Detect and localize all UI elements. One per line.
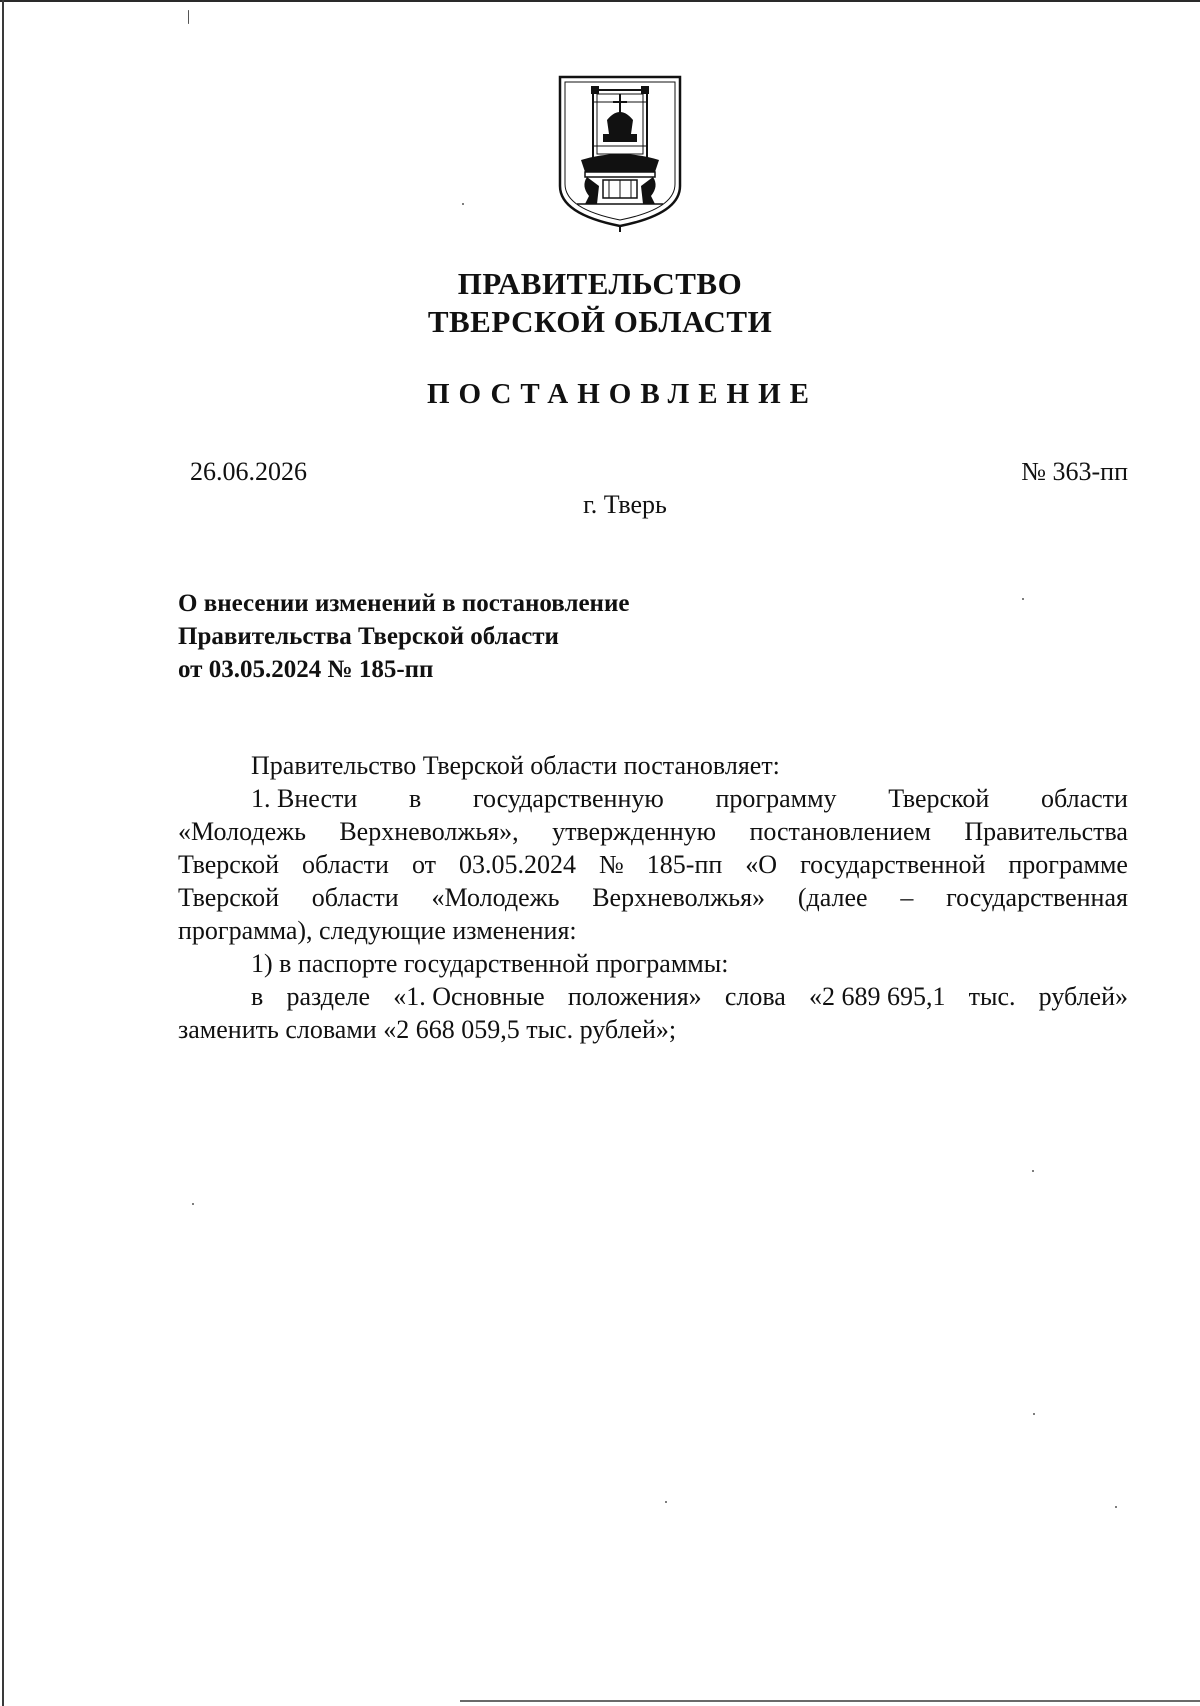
subject-line1: О внесении изменений в постановление xyxy=(178,590,630,617)
document-number: № 363-пп xyxy=(1021,457,1128,486)
body-word: тыс. xyxy=(968,982,1016,1011)
body-word: области xyxy=(302,850,389,879)
coat-of-arms-emblem xyxy=(557,74,683,232)
body-word: 1. Внести xyxy=(251,784,358,813)
scan-edge-top xyxy=(0,0,1200,2)
body-paragraph1-line3 xyxy=(178,848,1128,881)
body-word: положения» xyxy=(567,982,702,1011)
government-title-line2: ТВЕРСКОЙ ОБЛАСТИ xyxy=(427,304,773,339)
body-word: «О xyxy=(745,850,778,879)
scan-speck xyxy=(1022,598,1024,600)
body-word: «Молодежь xyxy=(431,883,560,912)
scan-speck xyxy=(1115,1506,1117,1508)
body-word: «2 689 695,1 xyxy=(808,982,946,1011)
body-word: программу xyxy=(715,784,837,813)
body-word: государственная xyxy=(946,883,1128,912)
government-title-line1: ПРАВИТЕЛЬСТВО xyxy=(457,266,743,301)
body-word: разделе xyxy=(286,982,371,1011)
body-word: области xyxy=(1041,784,1128,813)
body-word: в xyxy=(251,982,264,1011)
body-word: 185-пп xyxy=(646,850,723,879)
body-word: Верхневолжья» xyxy=(592,883,766,912)
body-word: Правительства xyxy=(964,817,1128,846)
body-word: постановлением xyxy=(749,817,931,846)
body-word: – xyxy=(900,883,914,912)
scan-speck xyxy=(1032,1170,1034,1172)
document-city: г. Тверь xyxy=(583,490,667,519)
subject-line3: от 03.05.2024 № 185-пп xyxy=(178,656,434,683)
document-body xyxy=(178,749,1128,1046)
body-preamble: Правительство Тверской области постановляет: xyxy=(251,751,780,780)
scan-speck xyxy=(665,1501,667,1503)
scan-speck xyxy=(462,203,464,205)
body-word: Верхневолжья», xyxy=(339,817,519,846)
document-type-heading: ПОСТАНОВЛЕНИЕ xyxy=(426,378,818,410)
body-word: рублей» xyxy=(1038,982,1128,1011)
body-item1: 1) в паспорте государственной программы: xyxy=(251,949,729,978)
scan-edge-left xyxy=(2,0,4,1706)
body-paragraph1-line4 xyxy=(178,881,1128,914)
body-word: «1. Основные xyxy=(393,982,545,1011)
body-item1-line1 xyxy=(178,980,1128,1013)
body-paragraph1-line5: программа), следующие изменения: xyxy=(178,916,577,945)
scan-edge-bottom xyxy=(460,1700,1200,1702)
body-paragraph1-line2 xyxy=(178,815,1128,848)
document-date: 26.06.2026 xyxy=(190,457,307,486)
body-word: Тверской xyxy=(178,883,280,912)
body-word: Тверской xyxy=(178,850,280,879)
document-subject xyxy=(178,587,629,686)
body-item1-line2: заменить словами «2 668 059,5 тыс. рублей»; xyxy=(178,1015,677,1044)
body-word: программе xyxy=(1008,850,1128,879)
body-word: (далее xyxy=(797,883,868,912)
body-word: государственной xyxy=(800,850,986,879)
body-word: «Молодежь xyxy=(178,817,306,846)
body-word: от xyxy=(411,850,436,879)
body-word: в xyxy=(408,784,422,813)
body-paragraph1-line1 xyxy=(178,782,1128,815)
body-word: Тверской xyxy=(888,784,990,813)
body-word: № xyxy=(598,850,624,879)
body-word: 03.05.2024 xyxy=(458,850,576,879)
body-word: государственную xyxy=(472,784,664,813)
scan-speck xyxy=(192,1203,194,1205)
body-word: утвержденную xyxy=(552,817,717,846)
body-word: области xyxy=(311,883,399,912)
body-word: слова xyxy=(724,982,786,1011)
scan-speck xyxy=(188,10,189,24)
scan-speck xyxy=(1033,1413,1035,1415)
subject-line2: Правительства Тверской области xyxy=(178,623,559,650)
